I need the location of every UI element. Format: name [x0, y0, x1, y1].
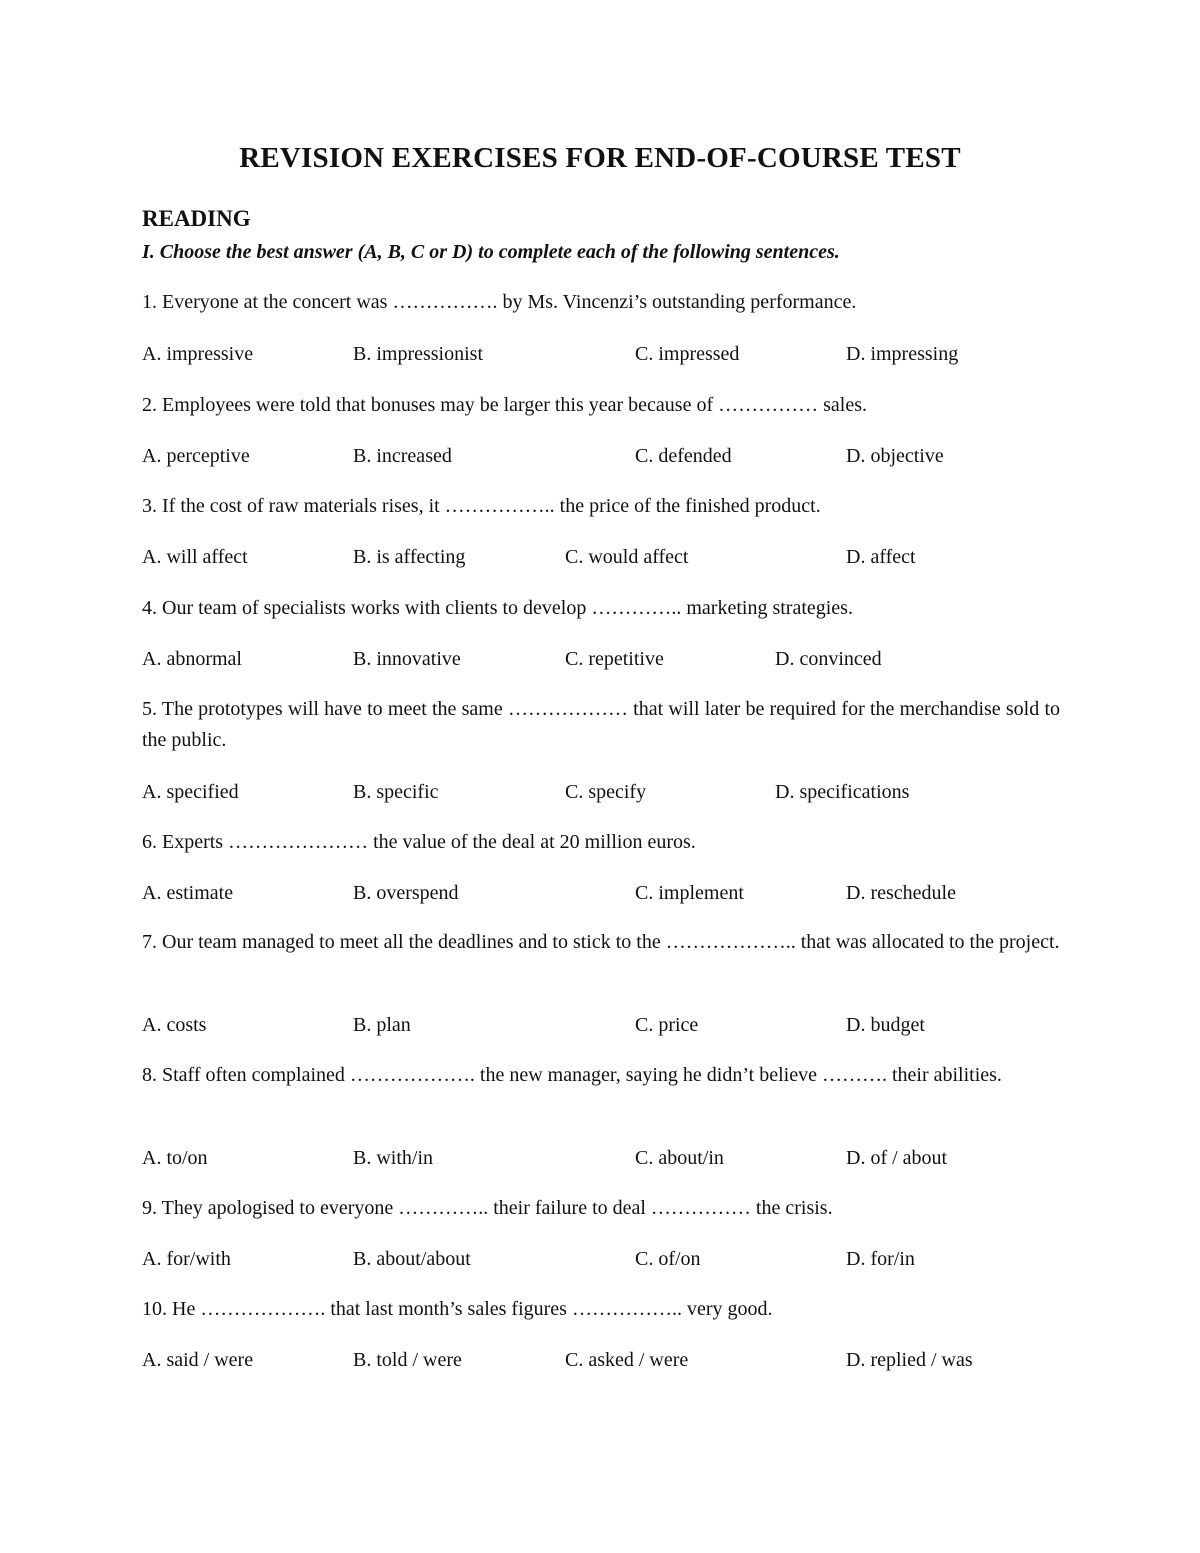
- option-a: A. estimate: [142, 882, 234, 904]
- option-d: D. replied / was: [846, 1349, 973, 1371]
- option-a: A. said / were: [142, 1349, 254, 1371]
- option-b: B. is affecting: [353, 546, 466, 568]
- option-d: D. objective: [846, 445, 944, 467]
- question-3-options: [142, 543, 1060, 571]
- option-a: A. for/with: [142, 1248, 231, 1270]
- option-b: B. specific: [353, 781, 439, 803]
- question-2-options: [142, 442, 1060, 470]
- question-8-options: [142, 1144, 1060, 1172]
- document-title: REVISION EXERCISES FOR END-OF-COURSE TEST: [239, 142, 961, 174]
- option-b: B. told / were: [353, 1349, 462, 1371]
- question-8: 8. Staff often complained ………………. the new manager, saying he didn’t believe ………. their abilities.: [142, 1064, 1002, 1086]
- question-4: 4. Our team of specialists works with clients to develop ………….. marketing strategies.: [142, 597, 853, 619]
- option-b: B. impressionist: [353, 343, 484, 365]
- option-d: D. budget: [846, 1014, 925, 1036]
- option-c: C. specify: [565, 781, 647, 803]
- question-5-options: [142, 778, 1060, 806]
- option-c: C. would affect: [565, 546, 689, 568]
- option-c: C. implement: [635, 882, 744, 904]
- option-b: B. increased: [353, 445, 452, 467]
- question-3: 3. If the cost of raw materials rises, it …………….. the price of the finished product.: [142, 495, 821, 517]
- option-b: B. about/about: [353, 1248, 471, 1270]
- question-5: 5. The prototypes will have to meet the same ……………… that will later be required for the merchandise sold to the public.: [142, 698, 1060, 751]
- question-6: 6. Experts ………………… the value of the deal at 20 million euros.: [142, 831, 696, 853]
- question-1-options: [142, 340, 1060, 368]
- question-7: 7. Our team managed to meet all the deadlines and to stick to the ……………….. that was allocated to the project.: [142, 931, 1060, 953]
- option-a: A. costs: [142, 1014, 207, 1036]
- option-c: C. impressed: [635, 343, 740, 365]
- option-b: B. innovative: [353, 648, 461, 670]
- option-c: C. asked / were: [565, 1349, 689, 1371]
- option-b: B. plan: [353, 1014, 411, 1036]
- option-d: D. of / about: [846, 1147, 948, 1169]
- option-c: C. of/on: [635, 1248, 701, 1270]
- question-10: 10. He ………………. that last month’s sales figures …………….. very good.: [142, 1298, 773, 1320]
- option-d: D. convinced: [775, 648, 882, 670]
- option-b: B. with/in: [353, 1147, 434, 1169]
- option-d: D. reschedule: [846, 882, 956, 904]
- option-d: D. affect: [846, 546, 916, 568]
- option-d: D. for/in: [846, 1248, 915, 1270]
- question-9-options: [142, 1245, 1060, 1273]
- option-a: A. perceptive: [142, 445, 250, 467]
- option-a: A. impressive: [142, 343, 254, 365]
- option-a: A. specified: [142, 781, 239, 803]
- question-6-options: [142, 879, 1060, 907]
- option-a: A. to/on: [142, 1147, 208, 1169]
- option-c: C. about/in: [635, 1147, 724, 1169]
- option-d: D. impressing: [846, 343, 959, 365]
- question-7-options: [142, 1011, 1060, 1039]
- option-c: C. repetitive: [565, 648, 664, 670]
- question-10-options: [142, 1346, 1060, 1374]
- question-2: 2. Employees were told that bonuses may be larger this year because of …………… sales.: [142, 394, 867, 416]
- question-4-options: [142, 645, 1060, 673]
- option-a: A. abnormal: [142, 648, 242, 670]
- section-heading-reading: READING: [142, 206, 251, 231]
- option-a: A. will affect: [142, 546, 248, 568]
- option-d: D. specifications: [775, 781, 910, 803]
- question-9: 9. They apologised to everyone ………….. their failure to deal …………… the crisis.: [142, 1197, 833, 1219]
- exercise-instruction: I. Choose the best answer (A, B, C or D) to complete each of the following sentences.: [142, 241, 840, 263]
- question-1: 1. Everyone at the concert was ……………. by Ms. Vincenzi’s outstanding performance.: [142, 291, 857, 313]
- option-c: C. defended: [635, 445, 732, 467]
- option-c: C. price: [635, 1014, 699, 1036]
- option-b: B. overspend: [353, 882, 459, 904]
